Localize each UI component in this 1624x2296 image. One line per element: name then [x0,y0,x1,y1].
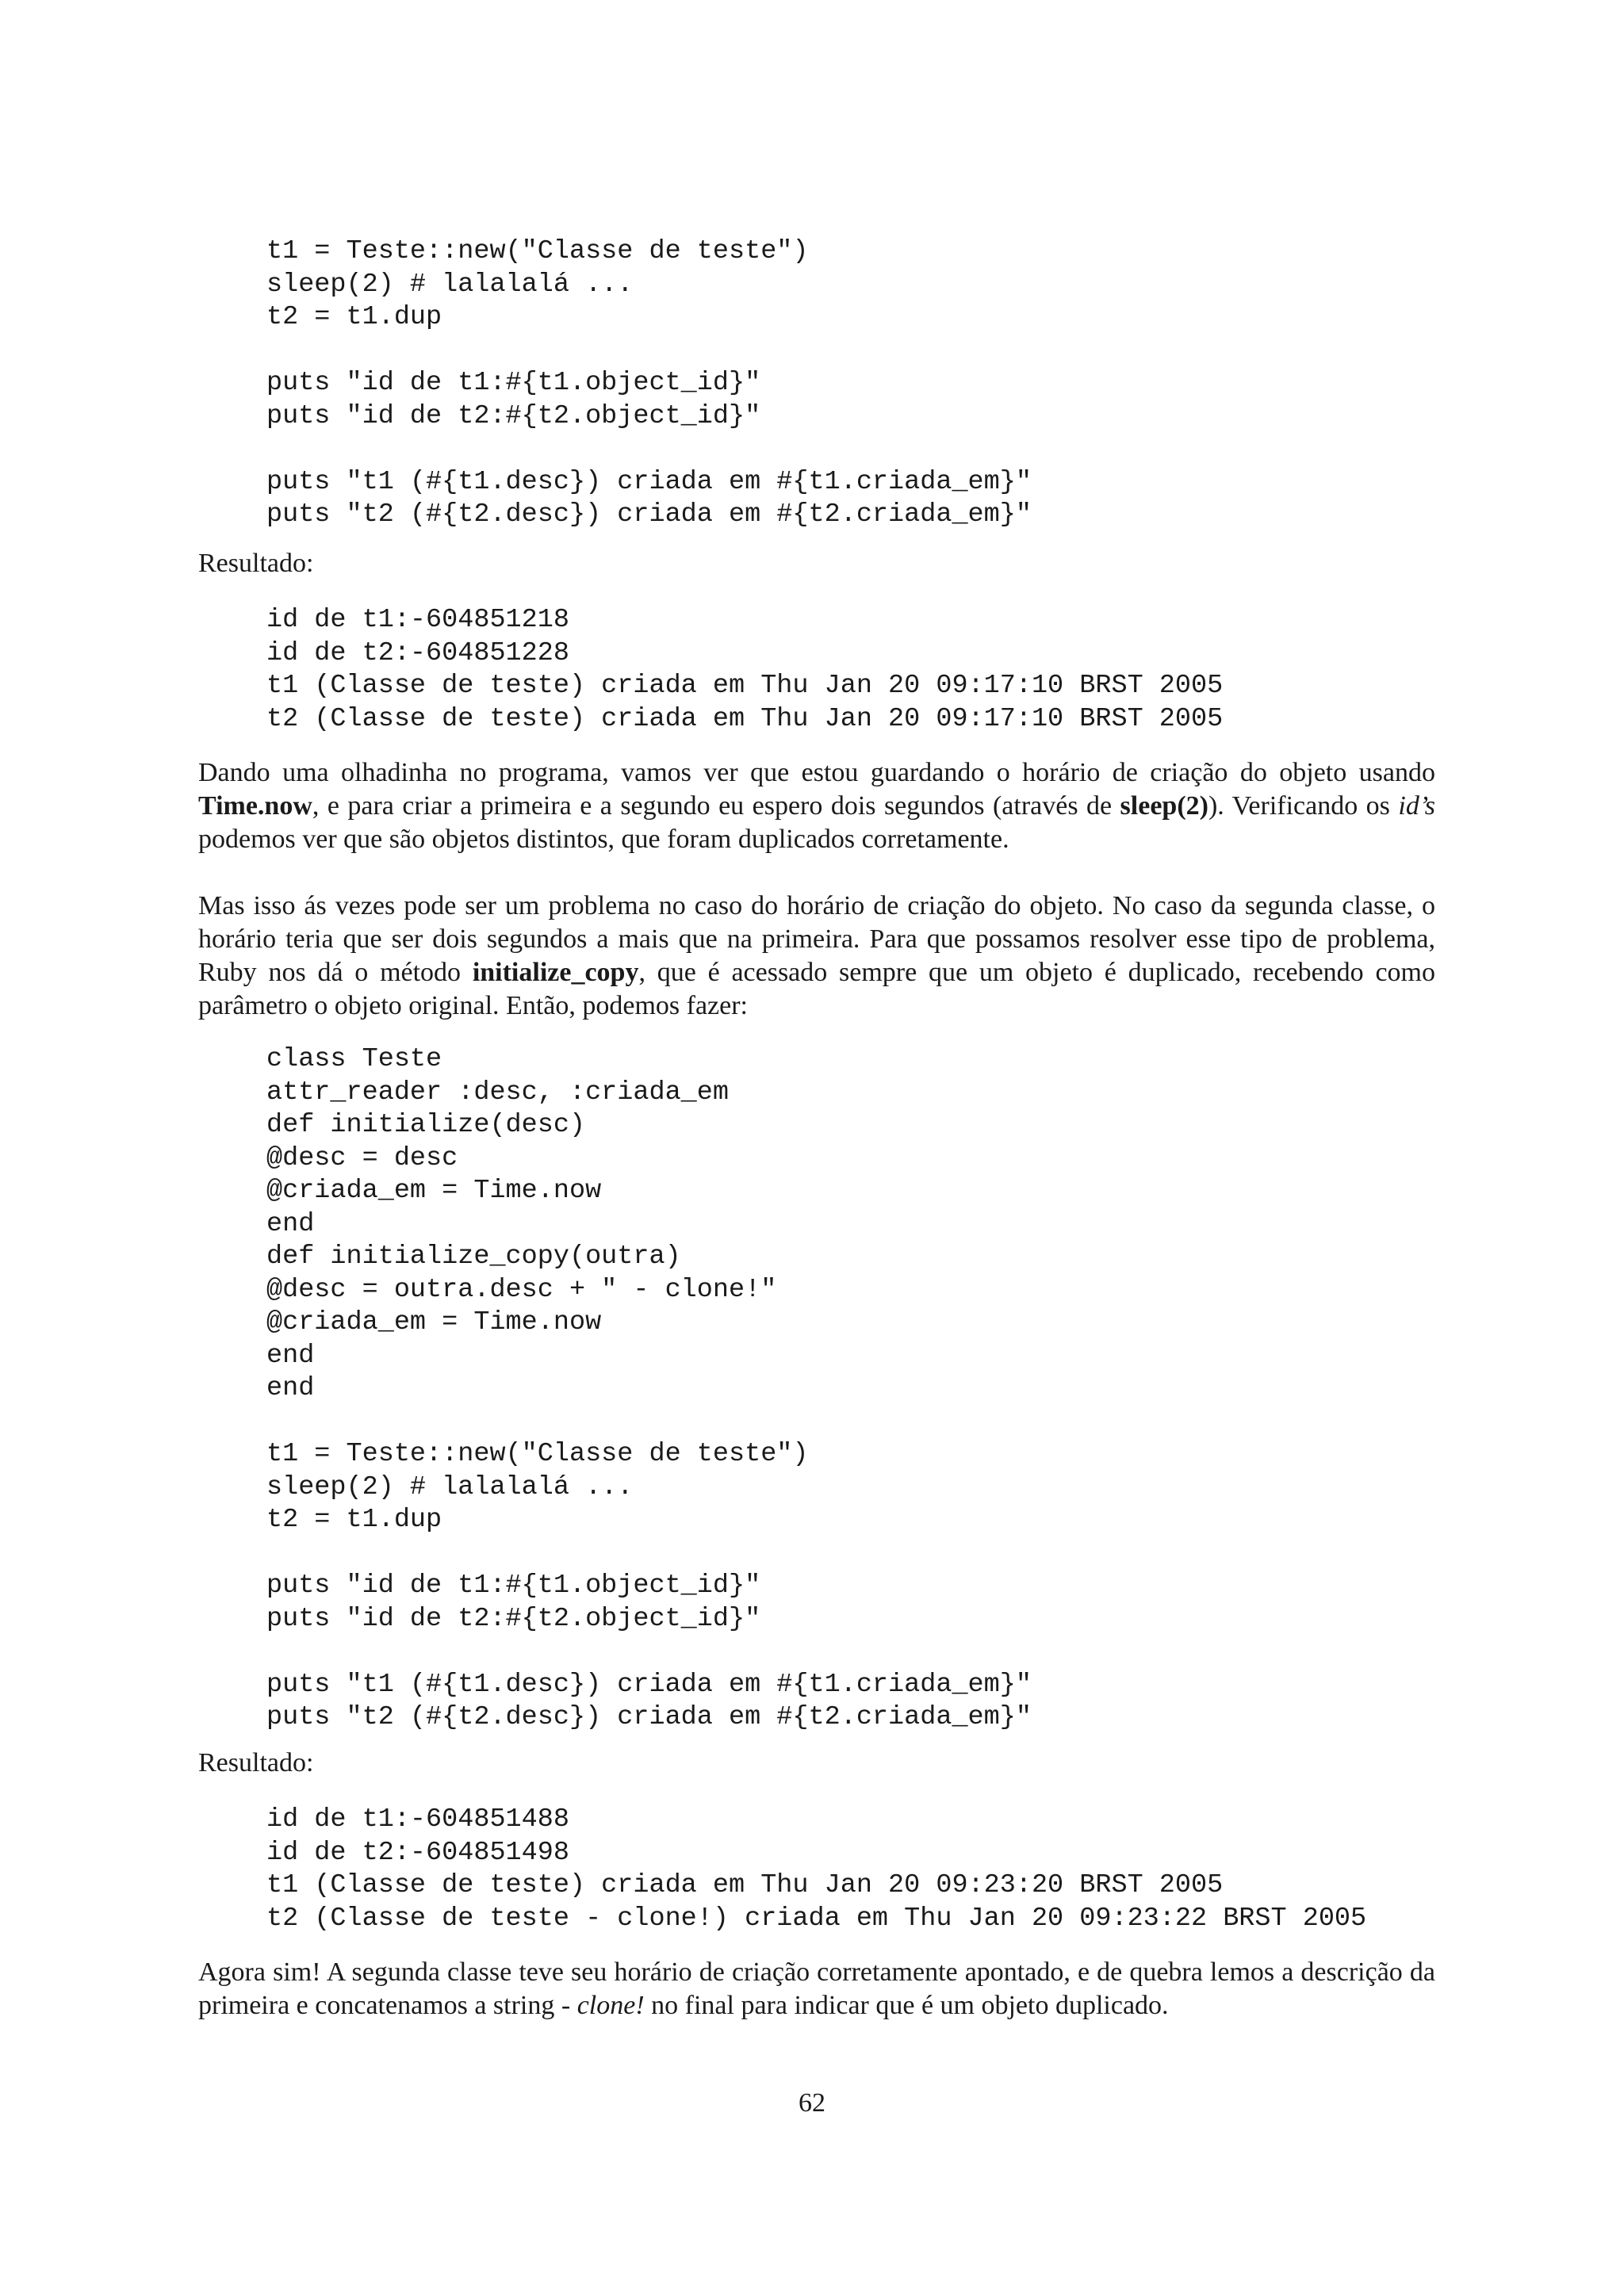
code-block [266,235,1032,532]
code-line: puts "id de t2:#{t2.object_id}" [266,400,761,431]
code-line: t2 = t1.dup [266,302,442,332]
code-line: sleep(2) # lalalalá ... [266,269,634,300]
code-line [266,335,1032,368]
code-line: sleep(2) # lalalalá ... [266,1471,634,1502]
code-line: def initialize(desc) [266,1110,586,1140]
output-block [266,1804,1366,1935]
text-run: , que é acessado sempre que um objeto é duplicado, recebendo como parâmetro o objeto original. Então, podemos fazer: [198,958,1435,1020]
code-line: end [266,1373,315,1403]
code-line: t2 = t1.dup [266,1505,442,1535]
text-run: no final para indicar que é um objeto duplicado. [644,1991,1169,2020]
output-line: id de t2:-604851228 [266,637,569,668]
code-line: def initialize_copy(outra) [266,1242,681,1272]
code-line [266,433,1032,466]
code-line: end [266,1208,315,1239]
output-line: t1 (Classe de teste) criada em Thu Jan 20 09:17:10 BRST 2005 [266,671,1224,701]
text-run: podemos ver que são objetos distintos, que foram duplicados corretamente. [198,825,1009,854]
code-line [266,1537,1032,1571]
body-paragraph [198,756,1435,856]
code-line: puts "id de t2:#{t2.object_id}" [266,1603,761,1634]
result-label: Resultado: [198,1748,314,1777]
text-run: Agora sim! A segunda classe teve seu horário de criação corretamente apontado, e de quebra lemos a descrição da primeira e concatenamos a string - [198,1957,1435,2020]
output-line: id de t1:-604851488 [266,1804,569,1835]
code-line: attr_reader :desc, :criada_em [266,1077,729,1108]
code-line: @criada_em = Time.now [266,1176,602,1206]
body-paragraph [198,890,1435,1023]
code-line: @criada_em = Time.now [266,1307,602,1337]
italic-term: id’s [1398,791,1435,821]
body-paragraph [198,1956,1435,2022]
output-line: t2 (Classe de teste) criada em Thu Jan 20 09:17:10 BRST 2005 [266,703,1224,734]
italic-term: clone! [576,1991,645,2020]
code-line: puts "t1 (#{t1.desc}) criada em #{t1.criada_em}" [266,466,1032,497]
code-line: puts "id de t1:#{t1.object_id}" [266,1571,761,1601]
code-line: puts "t1 (#{t1.desc}) criada em #{t1.criada_em}" [266,1669,1032,1700]
code-line: puts "t2 (#{t2.desc}) criada em #{t2.criada_em}" [266,499,1032,530]
page-number: 62 [799,2088,825,2118]
code-line [266,1636,1032,1669]
code-line: t1 = Teste::new("Classe de teste") [266,1439,809,1469]
code-line: @desc = outra.desc + " - clone!" [266,1274,777,1305]
code-line: puts "t2 (#{t2.desc}) criada em #{t2.criada_em}" [266,1702,1032,1732]
bold-term: initialize_copy [472,958,639,987]
code-line: t1 = Teste::new("Classe de teste") [266,236,809,266]
code-line: puts "id de t1:#{t1.object_id}" [266,368,761,398]
output-line: id de t2:-604851498 [266,1837,569,1868]
bold-term: sleep(2) [1120,791,1208,821]
result-label: Resultado: [198,549,314,578]
code-line [266,1406,1032,1439]
text-run: Mas isso ás vezes pode ser um problema no caso do horário de criação do objeto. No caso da segunda classe, o horário teria que ser dois segundos a mais que na primeira. Para que possamos resolver esse tipo de problema, Ruby nos dá o método [198,891,1435,987]
code-line: end [266,1340,315,1371]
text-run: ). Verificando os [1208,791,1399,821]
output-line: id de t1:-604851218 [266,605,569,635]
code-block [266,1043,1032,1735]
text-run: Dando uma olhadinha no programa, vamos ver que estou guardando o horário de criação do objeto usando [198,758,1435,787]
output-block [266,604,1223,736]
code-line: @desc = desc [266,1142,458,1173]
output-line: t1 (Classe de teste) criada em Thu Jan 20 09:23:20 BRST 2005 [266,1870,1224,1900]
output-line: t2 (Classe de teste - clone!) criada em Thu Jan 20 09:23:22 BRST 2005 [266,1903,1367,1934]
bold-term: Time.now [198,791,312,821]
code-line: class Teste [266,1044,442,1074]
text-run: , e para criar a primeira e a segundo eu espero dois segundos (através de [312,791,1120,821]
